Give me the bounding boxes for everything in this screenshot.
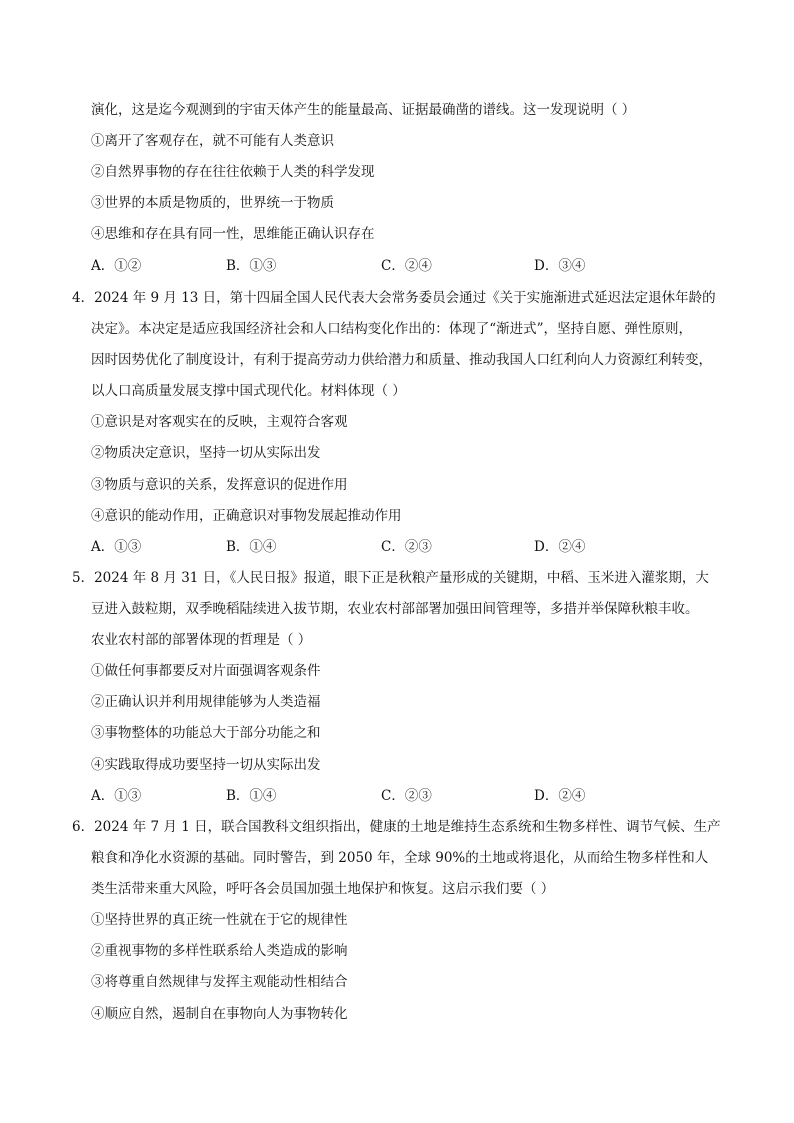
q3-option-3: ③世界的本质是物质的，世界统一于物质 — [91, 195, 334, 211]
q4-stem-line-3: 因时因势优化了制度设计，有利于提高劳动力供给潜力和质量、推动我国人口红利向人力资源红利转变， — [91, 352, 712, 368]
q6-option-4: ④顺应自然，遏制自在事物向人为事物转化 — [91, 1006, 348, 1022]
q4-choice-d[interactable]: D．②④ — [534, 539, 586, 555]
q3-choice-c[interactable]: C．②④ — [381, 258, 432, 274]
q6-stem-line-2: 粮食和净化水资源的基础。同时警告，到 2050 年，全球 90%的土地或将退化，从而给生物多样性和人 — [91, 850, 709, 866]
q5-stem-line-3: 农业农村部的部署体现的哲理是（ ） — [91, 632, 312, 648]
q4-choice-a[interactable]: A．①③ — [91, 539, 142, 555]
q3-option-4: ④思维和存在具有同一性，思维能正确认识存在 — [91, 226, 375, 242]
q4-stem-line-4: 以人口高质量发展支撑中国式现代化。材料体现（ ） — [91, 383, 406, 399]
q5-choice-a[interactable]: A．①③ — [91, 788, 142, 804]
q4-option-4: ④意识的能动作用，正确意识对事物发展起推动作用 — [91, 508, 402, 524]
q6-option-1: ①坚持世界的真正统一性就在于它的规律性 — [91, 912, 348, 928]
q3-option-2: ②自然界事物的存在往往依赖于人类的科学发现 — [91, 164, 375, 180]
q5-choice-d[interactable]: D．②④ — [534, 788, 586, 804]
q4-choice-c[interactable]: C．②③ — [381, 539, 432, 555]
q3-choices — [91, 256, 691, 276]
q6-stem-line-3: 类生活带来重大风险，呼吁各会员国加强土地保护和恢复。这启示我们要（ ） — [91, 881, 555, 897]
q4-choices — [91, 537, 691, 557]
q4-option-2: ②物质决定意识，坚持一切从实际出发 — [91, 445, 321, 461]
q4-option-3: ③物质与意识的关系，发挥意识的促进作用 — [91, 477, 348, 493]
q5-option-4: ④实践取得成功要坚持一切从实际出发 — [91, 757, 321, 773]
q6-option-3: ③将尊重自然规律与发挥主观能动性相结合 — [91, 974, 348, 990]
q5-choice-b[interactable]: B．①④ — [226, 788, 277, 804]
q5-option-3: ③事物整体的功能总大于部分功能之和 — [91, 725, 321, 741]
q3-choice-a[interactable]: A．①② — [91, 258, 142, 274]
q5-option-1: ①做任何事都要反对片面强调客观条件 — [91, 663, 321, 679]
q5-option-2: ②正确认识并利用规律能够为人类造福 — [91, 694, 321, 710]
q4-choice-b[interactable]: B．①④ — [226, 539, 277, 555]
q5-stem-line-2: 豆进入鼓粒期，双季晚稻陆续进入拔节期，农业农村部部署加强田间管理等，多措并举保障秋粮丰收。 — [91, 601, 699, 617]
q5-choices — [91, 786, 691, 806]
q4-stem-line-1: 4．2024 年 9 月 13 日，第十四届全国人民代表大会常务委员会通过《关于实施渐进式延迟法定退休年龄的 — [72, 290, 716, 306]
q4-stem-line-2: 决定》。本决定是适应我国经济社会和人口结构变化作出的：体现了“渐进式”，坚持自愿、弹性原则， — [91, 321, 693, 337]
q6-stem-line-1: 6．2024 年 7 月 1 日，联合国教科文组织指出，健康的土地是维持生态系统和生物多样性、调节气候、生产 — [72, 819, 721, 835]
q5-stem-line-1: 5．2024 年 8 月 31 日，《人民日报》报道，眼下正是秋粮产量形成的关键期，中稻、玉米进入灌浆期，大 — [72, 570, 709, 586]
q3-option-1: ①离开了客观存在，就不可能有人类意识 — [91, 133, 334, 149]
q3-continuation: 演化，这是迄今观测到的宇宙天体产生的能量最高、证据最确凿的谱线。这一发现说明（ ） — [91, 102, 636, 118]
q4-option-1: ①意识是对客观实在的反映，主观符合客观 — [91, 414, 348, 430]
q5-choice-c[interactable]: C．②③ — [381, 788, 432, 804]
q6-option-2: ②重视事物的多样性联系给人类造成的影响 — [91, 943, 348, 959]
q3-choice-d[interactable]: D．③④ — [534, 258, 586, 274]
q3-choice-b[interactable]: B．①③ — [226, 258, 277, 274]
